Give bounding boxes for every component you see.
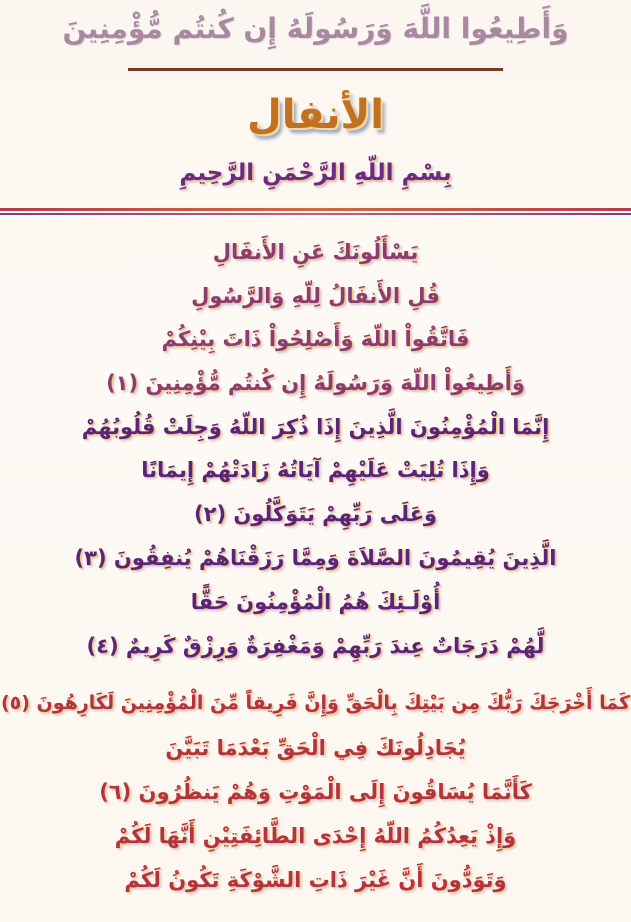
verse-line: الَّذِينَ يُقِيمُونَ الصَّلاَةَ وَمِمَّا رَزَقْنَاهُمْ يُنفِقُونَ (٣) bbox=[74, 546, 557, 570]
top-divider bbox=[128, 68, 503, 71]
verse-line: وَإِذْ يَعِدُكُمُ اللّهُ إِحْدَى الطَّائِفَتِيْنِ أَنَّهَا لَكُمْ bbox=[114, 824, 517, 848]
verse-line: قُلِ الأَنفَالُ لِلّهِ وَالرَّسُولِ bbox=[191, 284, 440, 308]
verse-line: فَاتَّقُواْ اللّهَ وَأَصْلِحُواْ ذَاتَ بِيْنِكُمْ bbox=[161, 327, 470, 351]
verse-line: إِنَّمَا الْمُؤْمِنُونَ الَّذِينَ إِذَا ذُكِرَ اللّهُ وَجِلَتْ قُلُوبُهُمْ bbox=[81, 415, 550, 439]
header-verse: وَأَطِيعُوا اللَّهَ وَرَسُولَهُ إِن كُنتُم مُّؤْمِنِينَ bbox=[62, 12, 569, 45]
verse-line: أُوْلَـئِكَ هُمُ الْمُؤْمِنُونَ حَقًّا bbox=[190, 590, 441, 614]
verse-line: وَعَلَى رَبِّهِمْ يَتَوَكَّلُونَ (٢) bbox=[194, 502, 437, 526]
verse-line: وَإِذَا تُلِيَتْ عَلَيْهِمْ آيَاتُهُ زَادَتْهُمْ إِيمَانًا bbox=[141, 458, 490, 482]
verse-line: يَسْأَلُونَكَ عَنِ الأَنفَالِ bbox=[212, 240, 419, 264]
surah-title: الأنفال bbox=[246, 92, 385, 138]
verse-line: كَمَا أَخْرَجَكَ رَبُّكَ مِن بَيْتِكَ بِالْحَقِّ وَإِنَّ فَرِيقاً مِّنَ الْمُؤْمِنِينَ لَكَارِهُونَ (٥) bbox=[0, 692, 631, 714]
verse-line: يُجَادِلُونَكَ فِي الْحَقِّ بَعْدَمَا تَبَيَّنَ bbox=[165, 736, 466, 760]
verse-line: وَأَطِيعُواْ اللّهَ وَرَسُولَهُ إِن كُنتُم مُّؤْمِنِينَ (١) bbox=[106, 371, 525, 395]
verse-line: كَأَنَّمَا يُسَاقُونَ إِلَى الْمَوْتِ وَهُمْ يَنظُرُونَ (٦) bbox=[99, 780, 532, 804]
double-divider bbox=[0, 208, 631, 216]
divider-line-lower bbox=[0, 213, 631, 215]
verse-line: وَتَوَدُّونَ أَنَّ غَيْرَ ذَاتِ الشَّوْكَةِ تَكُونُ لَكُمْ bbox=[124, 868, 507, 892]
divider-line-upper bbox=[0, 208, 631, 211]
basmala: بِسْمِ اللّهِ الرَّحْمَنِ الرَّحِيمِ bbox=[179, 160, 452, 186]
verse-line: لَّهُمْ دَرَجَاتٌ عِندَ رَبِّهِمْ وَمَغْفِرَةٌ وَرِزْقٌ كَرِيمٌ (٤) bbox=[86, 634, 545, 658]
